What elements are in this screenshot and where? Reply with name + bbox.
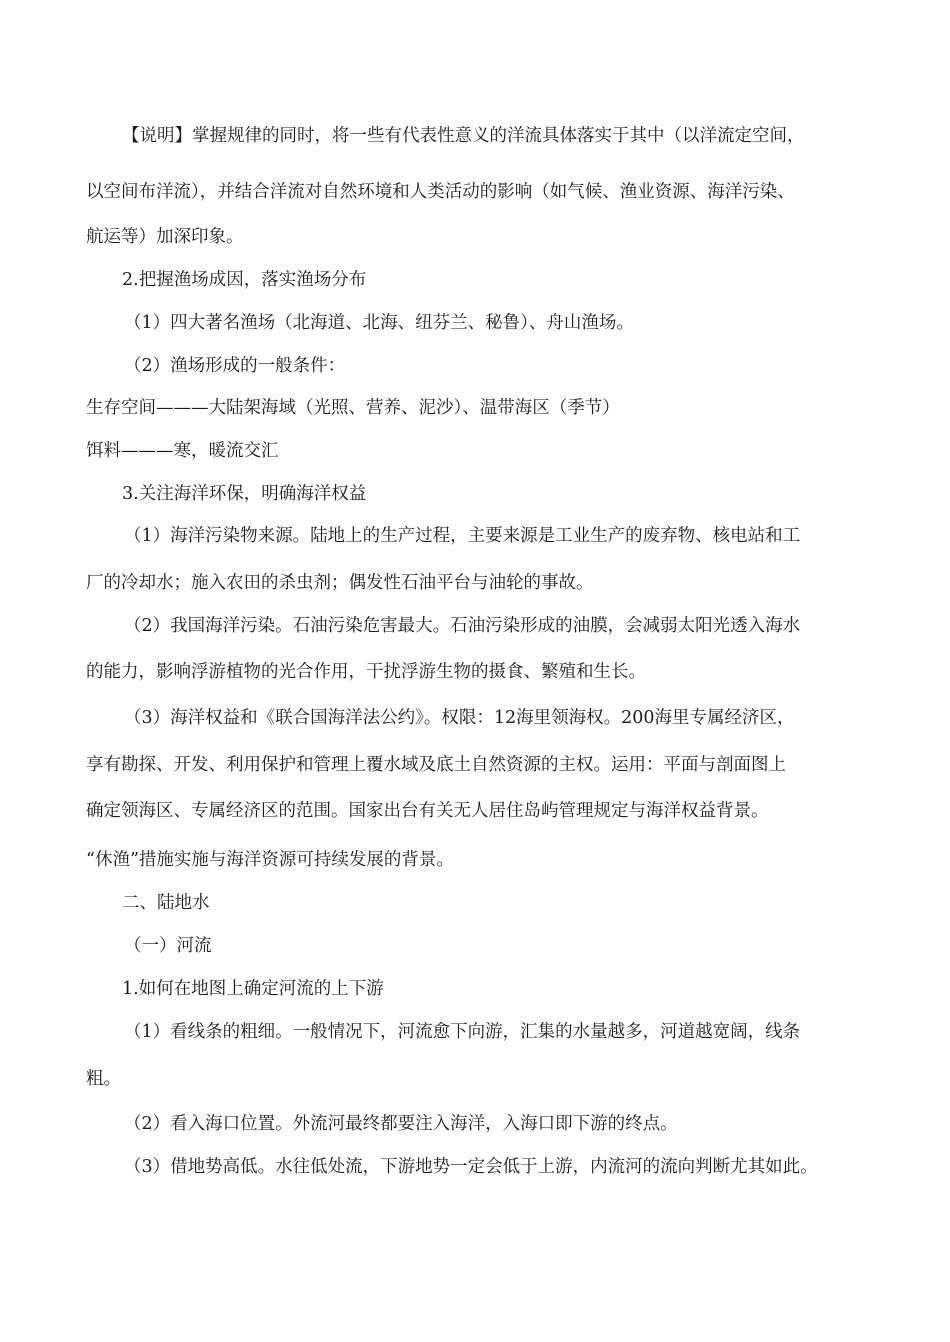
paragraph-pollution-sources-line-1: （1）海洋污染物来源。陆地上的生产过程，主要来源是工业生产的废弃物、核电站和工 (124, 526, 801, 546)
text-living-space: 生存空间———大陆架海域（光照、营养、泥沙）、温带海区（季节） (86, 398, 620, 418)
list-item-famous-fisheries: （1）四大著名渔场（北海道、北海、纽芬兰、秘鲁）、舟山渔场。 (124, 313, 634, 333)
text-feed: 饵料———寒，暖流交汇 (86, 441, 279, 461)
paragraph-china-pollution-line-2: 的能力，影响浮游植物的光合作用，干扰浮游生物的摄食、繁殖和生长。 (86, 662, 646, 682)
heading-upstream-downstream: 1.如何在地图上确定河流的上下游 (122, 979, 384, 999)
paragraph-pollution-sources-line-2: 厂的冷却水；施入农田的杀虫剂；偶发性石油平台与油轮的事故。 (86, 573, 594, 593)
heading-fishing-grounds: 2.把握渔场成因，落实渔场分布 (122, 270, 367, 290)
paragraph-terrain-height: （3）借地势高低。水往低处流，下游地势一定会低于上游，内流河的流向判断尤其如此。 (124, 1157, 818, 1177)
paragraph-maritime-rights-line-3: 确定领海区、专属经济区的范围。国家出台有关无人居住岛屿管理规定与海洋权益背景。 (86, 801, 769, 821)
heading-land-water: 二、陆地水 (122, 893, 210, 913)
paragraph-maritime-rights-line-2: 享有勘探、开发、利用保护和管理上覆水域及底土自然资源的主权。运用：平面与剖面图上 (86, 755, 786, 775)
paragraph-fishing-moratorium: “休渔”措施实施与海洋资源可持续发展的背景。 (86, 850, 454, 870)
paragraph-estuary-position: （2）看入海口位置。外流河最终都要注入海洋，入海口即下游的终点。 (124, 1114, 678, 1134)
paragraph-note-line-1: 【说明】掌握规律的同时，将一些有代表性意义的洋流具体落实于其中（以洋流定空间， (122, 126, 805, 146)
paragraph-maritime-rights-line-1: （3）海洋权益和《联合国海洋法公约》。权限：12海里领海权。200海里专属经济区， (124, 708, 795, 728)
heading-rivers: （一）河流 (124, 936, 212, 956)
heading-marine-protection: 3.关注海洋环保，明确海洋权益 (122, 484, 367, 504)
paragraph-note-line-2: 以空间布洋流），并结合洋流对自然环境和人类活动的影响（如气候、渔业资源、海洋污染、 (86, 182, 795, 202)
paragraph-line-thickness-line-2: 粗。 (86, 1069, 121, 1089)
list-item-fishery-conditions: （2）渔场形成的一般条件： (124, 356, 346, 376)
paragraph-line-thickness-line-1: （1）看线条的粗细。一般情况下，河流愈下向游，汇集的水量越多，河道越宽阔，线条 (124, 1022, 801, 1042)
paragraph-note-line-3: 航运等）加深印象。 (86, 227, 244, 247)
paragraph-china-pollution-line-1: （2）我国海洋污染。石油污染危害最大。石油污染形成的油膜，会减弱太阳光透入海水 (124, 616, 801, 636)
